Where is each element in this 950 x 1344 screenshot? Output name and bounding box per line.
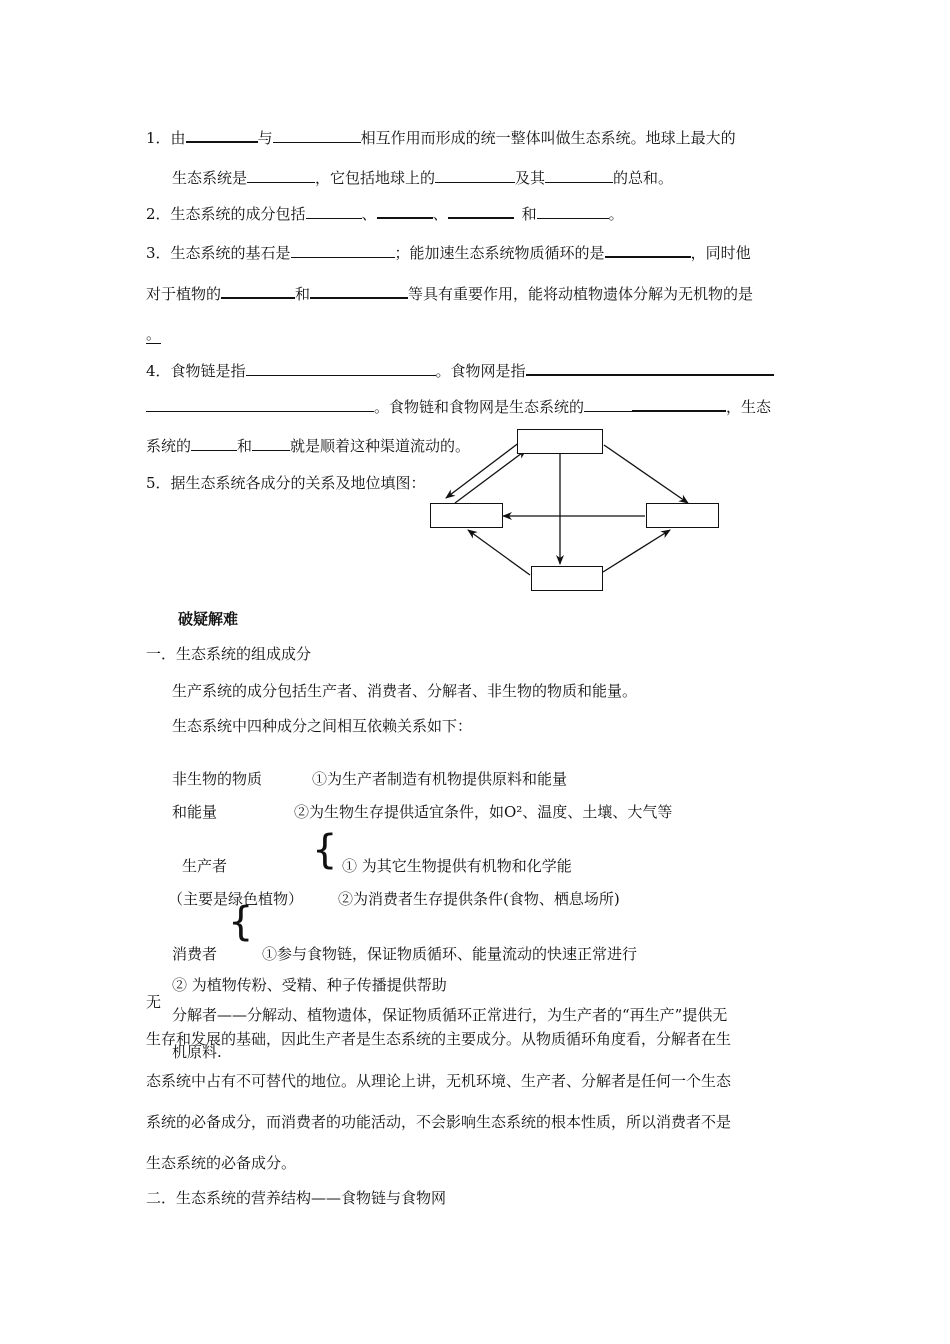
- decomposer-line-2: 机原料.: [172, 1043, 222, 1061]
- q4-line1: 4．食物链是指 。食物网是指: [146, 360, 774, 381]
- abiotic-point-1: ①为生产者制造有机物提供原料和能量: [312, 770, 568, 788]
- q3-line1: 3．生态系统的基石是 ；能加速生态系统物质循环的是 ，同时他: [146, 244, 751, 262]
- arrow-left-to-top: [455, 450, 526, 503]
- arrow-bottom-to-left: [468, 530, 530, 575]
- abiotic-point-2: ②为生物生存提供适宜条件，如O²、温度、土壤、大气等: [294, 803, 673, 821]
- q5-line: 5．据生态系统各成分的关系及地位填图：: [146, 474, 426, 492]
- q4-line2: 。食物链和食物网是生态系统的 ，生态: [146, 396, 771, 417]
- producer-brace-icon: {: [312, 827, 338, 873]
- arrow-top-to-left: [446, 442, 520, 498]
- paragraph-line-4: 系统的必备成分，而消费者的功能活动，不会影响生态系统的根本性质，所以消费者不是: [146, 1113, 732, 1131]
- overlap-paragraph-line: 生存和发展的基础，因此生产者是生态系统的主要成分。从物质循环角度看，分解者在生: [146, 1030, 732, 1048]
- q1-line2: 生态系统是 ，它包括地球上的 及其 的总和。: [172, 169, 674, 187]
- paragraph-line-3: 态系统中占有不可替代的地位。从理论上讲，无机环境、生产者、分解者是任何一个生态: [146, 1072, 732, 1090]
- section-heading: 破疑解难: [178, 610, 239, 628]
- producer-point-1: ① 为其它生物提供有机物和化学能: [342, 857, 572, 875]
- arrow-bottom-to-right: [603, 530, 670, 572]
- stray-character: 无: [146, 993, 162, 1011]
- paragraph-components: 生产系统的成分包括生产者、消费者、分解者、非生物的物质和能量。: [172, 682, 638, 700]
- paragraph-dependency: 生态系统中四种成分之间相互依赖关系如下：: [172, 717, 473, 735]
- part1-title: 一．生态系统的组成成分: [146, 645, 312, 663]
- consumer-brace-icon: {: [228, 899, 254, 945]
- producer-note: （主要是绿色植物）: [168, 890, 304, 908]
- consumer-point-2: ② 为植物传粉、受精、种子传播提供帮助: [172, 976, 447, 994]
- paragraph-line-5: 生态系统的必备成分。: [146, 1154, 297, 1172]
- q4-line3: 系统的 和 就是顺着这种渠道流动的。: [146, 437, 471, 455]
- q3-line2: 对于植物的 和 等具有重要作用，能将动植物遗体分解为无机物的是: [146, 285, 754, 303]
- consumer-point-1: ①参与食物链，保证物质循环、能量流动的快速正常进行: [262, 945, 638, 963]
- abiotic-label-2: 和能量: [172, 803, 218, 821]
- producer-label: 生产者: [182, 857, 228, 875]
- part2-title: 二．生态系统的营养结构——食物链与食物网: [146, 1189, 447, 1207]
- diagram-box-top[interactable]: [517, 429, 603, 454]
- arrow-top-to-right: [604, 445, 688, 503]
- abiotic-label-1: 非生物的物质: [172, 770, 263, 788]
- consumer-label: 消费者: [172, 945, 218, 963]
- q2-line: 2．生态系统的成分包括 、 、 和 。: [146, 205, 624, 223]
- diagram-box-bottom[interactable]: [531, 566, 603, 591]
- diagram-box-right[interactable]: [646, 503, 719, 528]
- decomposer-line-1: 分解者——分解动、植物遗体，保证物质循环正常进行，为生产者的“再生产”提供无: [172, 1006, 728, 1024]
- diagram-box-left[interactable]: [430, 503, 503, 528]
- producer-point-2: ②为消费者生存提供条件(食物、栖息场所): [338, 890, 620, 908]
- q1-line1: 1．由 与 相互作用而形成的统一整体叫做生态系统。地球上最大的: [146, 129, 736, 147]
- q3-line3: 。: [146, 325, 162, 343]
